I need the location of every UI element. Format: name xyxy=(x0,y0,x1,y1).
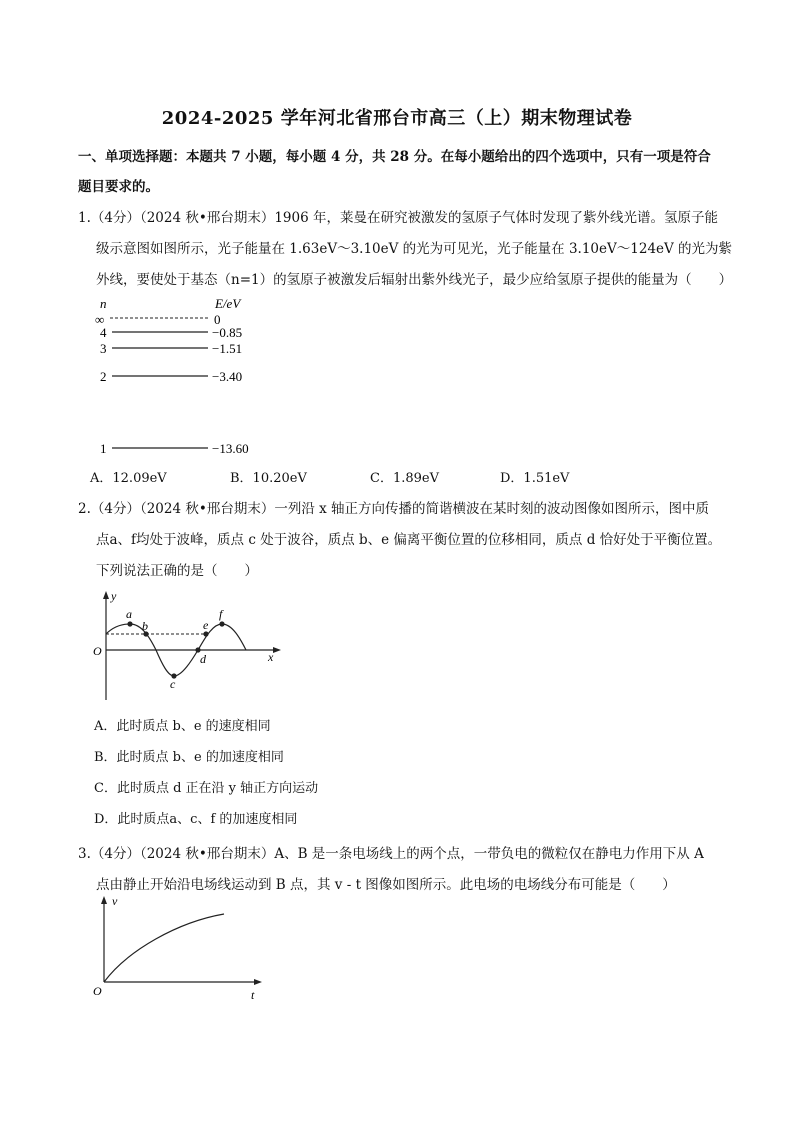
level-e-2: −3.40 xyxy=(212,369,243,384)
wave-label-b: b xyxy=(142,619,148,633)
level-n-inf: ∞ xyxy=(95,312,105,327)
q3-line1: 3.（4分）（2024 秋•邢台期末）A、B 是一条电场线上的两个点，一带负电的微粒仅在静电力作用下从 A xyxy=(78,846,704,862)
q1-option-d[interactable]: D．1.51eV xyxy=(500,471,570,486)
q2-option-b[interactable]: B．此时质点 b、e 的加速度相同 xyxy=(94,750,284,765)
vt-v-label: v xyxy=(112,894,118,908)
section-heading-line2: 题目要求的。 xyxy=(78,179,159,195)
wave-origin-label: O xyxy=(93,644,102,658)
level-e-inf: 0 xyxy=(214,312,221,327)
wave-x-label: x xyxy=(268,650,274,664)
q1-option-b[interactable]: B．10.20eV xyxy=(230,471,307,486)
wave-x-arrow xyxy=(273,647,281,653)
vt-v-arrow xyxy=(101,896,107,904)
q1-line2: 级示意图如图所示，光子能量在 1.63eV～3.10eV 的光为可见光，光子能量在 3.10eV～124eV 的光为紫 xyxy=(96,241,733,257)
q2-option-d[interactable]: D．此时质点a、c、f 的加速度相同 xyxy=(94,812,298,827)
level-e-4: −0.85 xyxy=(212,325,243,340)
level-n-1: 1 xyxy=(100,441,107,456)
level-e-3: −1.51 xyxy=(212,341,243,356)
q1-line3: 外线，要使处于基态（n=1）的氢原子被激发后辐射出紫外线光子，最少应给氢原子提供的能量为（ ） xyxy=(96,272,733,288)
level-n-2: 2 xyxy=(100,369,107,384)
wave-label-f: f xyxy=(219,607,223,621)
wave-label-d: d xyxy=(200,652,206,666)
wave-point-e xyxy=(203,631,208,636)
wave-label-a: a xyxy=(126,607,132,621)
q1-line1: 1.（4分）（2024 秋•邢台期末）1906 年，莱曼在研究被激发的氢原子气体时发现了紫外线光谱。氢原子能 xyxy=(78,210,718,226)
section-heading-line1: 一、单项选择题：本题共 7 小题，每小题 4 分，共 28 分。在每小题给出的四个选项中，只有一项是符合 xyxy=(78,149,711,165)
level-n-3: 3 xyxy=(100,341,107,356)
vt-origin-label: O xyxy=(93,984,102,998)
q3-line2: 点由静止开始沿电场线运动到 B 点，其 v - t 图像如图所示。此电场的电场线分布可能是（ ） xyxy=(96,877,676,893)
vt-t-arrow xyxy=(254,979,262,985)
q2-line3: 下列说法正确的是（ ） xyxy=(96,563,258,579)
q1-option-c[interactable]: C．1.89eV xyxy=(370,471,439,486)
wave-y-label: y xyxy=(111,589,117,603)
level-n-4: 4 xyxy=(100,325,107,340)
energy-axis-label: E/eV xyxy=(215,296,241,311)
wave-label-e: e xyxy=(203,618,209,632)
wave-graph xyxy=(88,588,288,706)
wave-point-f xyxy=(219,621,224,626)
q2-line2: 点a、f均处于波峰，质点 c 处于波谷，质点 b、e 偏离平衡位置的位移相同，质点 d 恰好处于平衡位置。 xyxy=(96,532,722,548)
vt-t-label: t xyxy=(251,988,255,1002)
vt-graph xyxy=(88,892,273,1004)
q2-line1: 2.（4分）（2024 秋•邢台期末）一列沿 x 轴正方向传播的简谐横波在某时刻的波动图像如图所示，图中质 xyxy=(78,501,710,517)
q2-option-a[interactable]: A．此时质点 b、e 的速度相同 xyxy=(94,719,271,734)
energy-level-diagram xyxy=(90,292,290,462)
wave-label-c: c xyxy=(170,677,176,691)
level-e-1: −13.60 xyxy=(212,441,249,456)
q1-option-a[interactable]: A．12.09eV xyxy=(90,471,167,486)
q2-option-c[interactable]: C．此时质点 d 正在沿 y 轴正方向运动 xyxy=(94,781,319,796)
vt-curve xyxy=(104,914,224,982)
n-axis-label: n xyxy=(100,296,107,311)
page-title: 2024-2025 学年河北省邢台市高三（上）期末物理试卷 xyxy=(161,108,633,129)
wave-y-arrow xyxy=(103,591,109,599)
wave-point-a xyxy=(127,621,132,626)
